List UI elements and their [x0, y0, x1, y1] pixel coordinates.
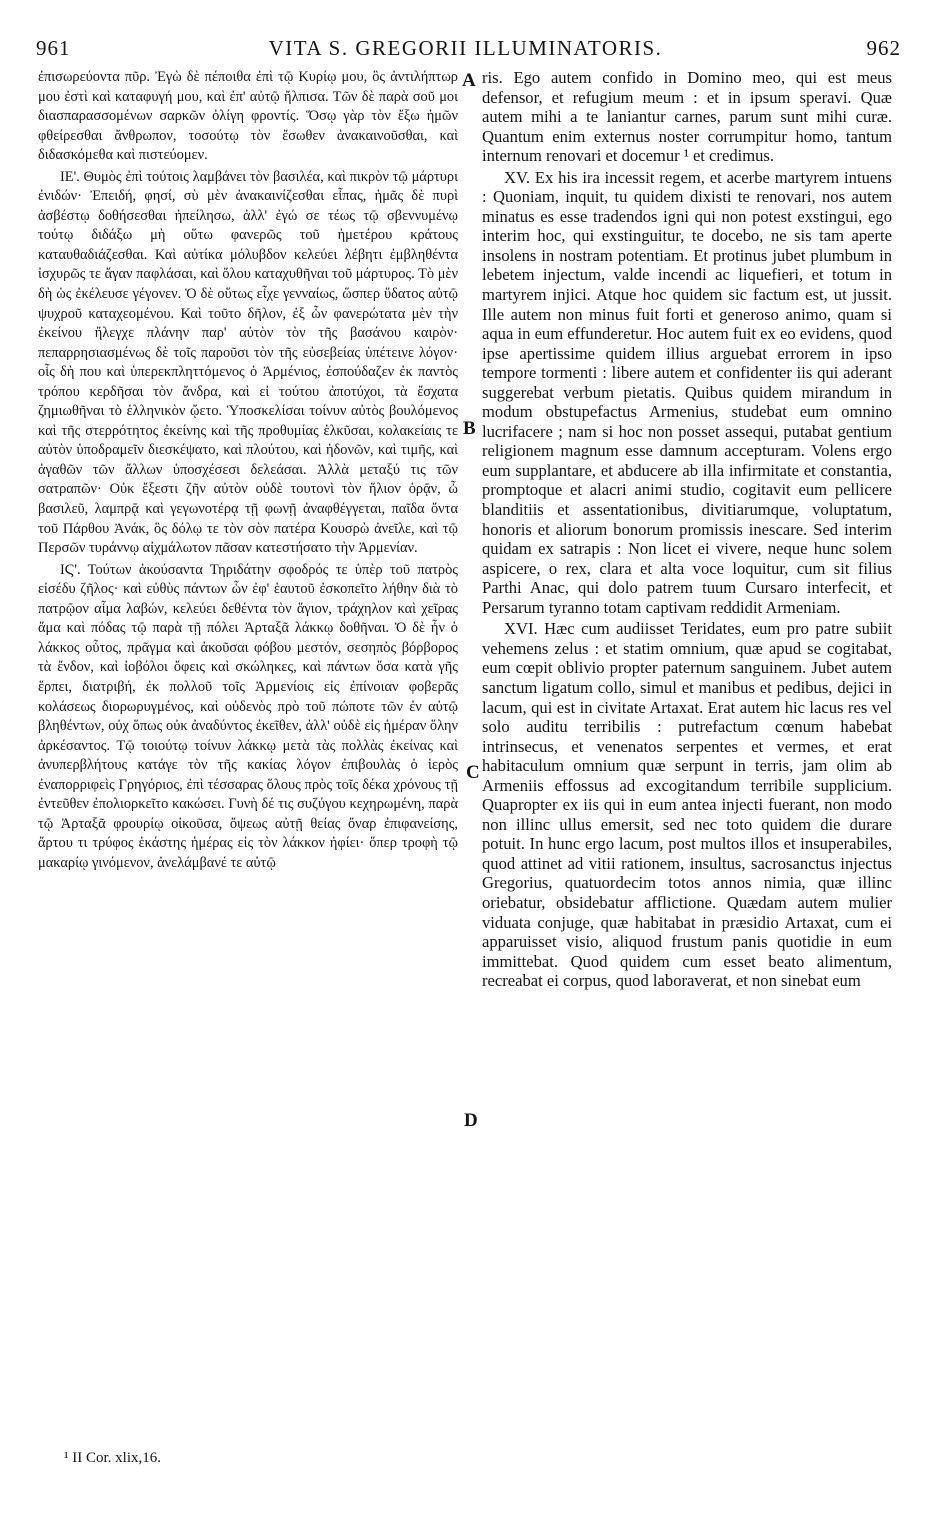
greek-column	[38, 68, 458, 873]
page-number-right: 962	[866, 36, 901, 60]
margin-mark-a: A	[462, 70, 476, 91]
margin-mark-c: C	[466, 762, 480, 783]
latin-paragraph-continuation: ris. Ego autem confido in Domino meo, qui est meus defensor, et refugium meum : et in ipsum speravi. Quæ autem mihi a te laniantur carnes, parum sunt mihi curæ. Quantum enim externus noster corrumpitur homo, tantum internum renovari et docemur ¹ et credimus.	[482, 68, 892, 166]
latin-column	[482, 68, 892, 991]
page-number-left: 961	[36, 36, 71, 60]
greek-paragraph-continuation: ἐπισωρεύοντα πῦρ. Ἐγὼ δὲ πέποιθα ἐπὶ τῷ Κυρίῳ μου, ὃς ἀντιλήπτωρ μου ἐστὶ καὶ καταφυγή μου, καὶ ἐπ' αὐτῷ ἤλπισα. Τῶν δὲ παρὰ σοῦ μοι διασπαρασσομένων σαρκῶν ὀλίγη φροντίς. Ὅσῳ γὰρ τὸν ἔξω ἡμῶν φθείρεσθαι ἄνθρωπον, τοσούτῳ τὸν ἔσωθεν ἀνακαινοῦσθαι, καὶ διδασκόμεθα καὶ πιστεύομεν.	[38, 69, 458, 164]
greek-section-16: ΙϚ'. Τούτων ἀκούσαντα Τηριδάτην σφοδρός τε ὑπὲρ τοῦ πατρὸς εἰσέδυ ζῆλος· καὶ εὐθὺς πάντων ὧν ἐφ' ἑαυτοῦ ἐσκοπεῖτο λήθην διὰ τὸ πατρῷον αἷμα λαβών, κελεύει δεθέντα τὸν ἅγιον, τράχηλον καὶ χεῖρας ἅμα καὶ πόδας τῷ παρὰ τῇ πόλει Ἀρταξᾶ λάκκῳ δοθῆναι. Ὁ δὲ ἦν ὁ λάκκος οὗτος, πρᾶγμα καὶ ἀκοῦσαι φόβου μεστόν, σεσηπὸς βόρβορος τὰ ἔνδον, καὶ ἰοβόλοι ὄφεις καὶ σκώληκες, καὶ πάντων ὅσα κατὰ γῆς ἕρπει, διατριβή, ἐκ πολλοῦ τοῖς Ἀρμενίοις εἰς ἐπίνοιαν φοβερᾶς κολάσεως διορωρυγμένος, καὶ οὐδενὸς πρὸ τοῦ πώποτε τῶν ἐν αὐτῷ βληθέντων, οὐχ ὅπως οὐκ ἀναδύντος ἐκεῖθεν, ἀλλ' οὐδὲ εἰς ἡμέραν ὅλην ἀρκέσαντος. Τῷ τοιούτῳ τοίνυν λάκκῳ μετὰ τὰς πολλὰς ἐκείνας καὶ ἀνυπερβλήτους κατάγε τὸν τῆς κακίας λόγον ἐπιβουλὰς ὁ ἱερὸς ἐναπορριφεὶς Γρηγόριος, ἐπὶ τέσσαρας ὅλους πρὸς τοῖς δέκα χρόνους τῇ ἐντεῦθεν ἐπολιορκεῖτο κακώσει. Γυνὴ δέ τις συζύγου κεχηρωμένη, παρὰ τῷ Ἀρταξᾶ φρουρίῳ οἰκοῦσα, ὄψεως αὐτῇ θείας ὄναρ ἐπιφανείσης, ἄρτου τι τρύφος ἑκάστης ἡμέρας εἰς τὸν λάκκον ἠφίει· ὅπερ τροφὴ τῷ μακαρίῳ γινόμενον, ἀνελάμβανέ τε αὐτῷ	[38, 561, 458, 871]
latin-section-15: XV. Ex his ira incessit regem, et acerbe martyrem intuens : Quoniam, inquit, tu quidem dixisti te renovari, nos autem minatus es esse tradendos igni qui non potest exstingui, ego interim hoc, qui exstinguitur, te docebo, ne sis tam aperte insolens in nostram potentiam. Et protinus jubet plumbum in lebetem injectum, valde incendi ac liquefieri, et totum in martyrem injici. Atque hoc quidem sic factum est, ut jussit. Ille autem non minus fuit forti et generoso animo, quam si aqua in eum effunderetur. Hoc autem fuit ex eo evidens, quod ipse apertissime quidem illius arguebat errorem in ipso tempore tormenti : libere autem et confidenter iis qui aderant suggerebat verbum pietatis. Quibus quidem mirandum in modum obstupefactus Armenius, studebat eum omnino lucrifacere ; nam si hoc non posset assequi, putabat gentium religionem magnum esse damnum accepturam. Volens ergo eum supplantare, et abducere ab illa infirmitate et constantia, promptoque et alacri animi studio, cogitavit eum pellicere blanditiis et assentationibus, divitiarumque, voluptatum, honoris et aliorum bonorum promissis inescare. Sed interim quidam ex satrapis : Non licet ei vivere, neque hunc solem aspicere, o rex, clara et alta voce loquitur, cum sit filius Parthi Anac, qui dolo patrem tuum Cursaro interfecit, et Persarum tyranno totam captivam reddidit Armeniam.	[482, 167, 892, 617]
running-title: VITA S. GREGORII ILLUMINATORIS.	[268, 36, 663, 60]
footnote: ¹ II Cor. xlix,16.	[64, 1450, 161, 1466]
margin-mark-d: D	[464, 1110, 478, 1131]
greek-section-15: ΙΕ'. Θυμὸς ἐπὶ τούτοις λαμβάνει τὸν βασιλέα, καὶ πικρὸν τῷ μάρτυρι ἐνιδών· Ἐπειδή, φησί, σὺ μὲν ἀνακαινίζεσθαι εἶπας, ἡμᾶς δὲ πυρὶ ἀσβέστῳ δοθήσεσθαι ἠπείλησω, ἀλλ' ἐγώ σε τέως τῷ σβεννυμένῳ τούτῳ διδάξω μὴ οὕτω φανερῶς τοῦ ἡμετέρου κράτους καταυθαδιάζεσθαι. Καὶ αὐτίκα μόλυβδον κελεύει λέβητι ἐμβληθέντα ἰσχυρῶς τε ἄγαν παφλάσαι, καὶ ὅλου καταχυθῆναι τοῦ μάρτυρος. Τὸ μὲν δὴ ὡς ἐκέλευσε γέγονεν. Ὁ δὲ οὕτως εἶχε γενναίως, ὥσπερ ὕδατος αὐτῷ ψυχροῦ καταχεομένου. Καὶ τοῦτο δῆλον, ἐξ ὧν φανερώτατα μὲν τὴν ἐκείνου ἤλεγχε πλάνην παρ' αὐτὸν τὸν τῆς βασάνου καιρὸν· πεπαρρησιασμένως δὲ τοῖς παροῦσι τὸν τῆς εὐσεβείας ὑπέτεινε λόγον· οἷς δὴ που καὶ ὑπερεκπληττόμενος ὁ Ἀρμένιος, ἐσπούδαζεν ἐκ παντὸς τρόπου κερδῆσαι τὸν ἄνδρα, καὶ εἰ τούτου ἀποτύχοι, τὰ ἔσχατα ζημιωθῆναι τὸ ἑλληνικὸν ᾤετο. Ὑποσκελίσαι τοίνυν αὐτὸς βουλόμενος καὶ τῆς στερρότητος ἐκείνης καὶ τῆς προθυμίας ἑλκῦσαι, κολακείαις τε αὐτὸν ὑποδραμεῖν διεσκέψατο, καὶ πλούτου, καὶ ἡδονῶν, καὶ τιμῆς, καὶ ἀγαθῶν τῶν ἄλλων ὑποσχέσεσι δελεάσαι. Ἀλλὰ μεταξύ τις τῶν σατραπῶν· Οὐκ ἔξεστι ζῆν αὐτὸν οὐδὲ τουτονὶ τὸν ἥλιον ὁρᾷν, ὦ βασιλεῦ, λαμπρᾷ καὶ γεγωνοτέρᾳ τῇ φωνῇ ἀναφθέγγεται, παῖδα ὄντα τοῦ Πάρθου Ἀνάκ, ὃς δόλῳ τε τὸν σὸν πατέρα Κουσρὼ ἀνεῖλε, καὶ τῷ Περσῶν τυράννῳ αἰχμάλωτον πᾶσαν κατεστήσατο τὴν Ἀρμενίαν.	[38, 168, 458, 557]
margin-mark-b: B	[463, 418, 476, 439]
latin-section-16: XVI. Hæc cum audiisset Teridates, eum pro patre subiit vehemens zelus : et statim omnium, quæ apud se cogitabat, eum cœpit oblivio propter paternum sanguinem. Jubet autem sanctum ligatum collo, simul et manibus et pedibus, dejici in lacum, qui est in civitate Artaxat. Erat autem hic lacus res vel solo auditu terribilis : putrefactum cœnum habebat intrinsecus, et venenatos serpentes et vermes, et erat habitaculum omnium quæ serpunt in terris, jam olim ab Armeniis effossus ad excogitandum terribile supplicium. Quapropter ex iis qui in eum antea injecti fuerant, non modo non illinc ullus emersit, sed nec toto quidem die durare potuit. In hunc ergo lacum, post multos illos et insuperabiles, quod attinet ad vitii rationem, insultus, sacrosanctus injectus Gregorius, quatuordecim totos annos nimia, quæ illinc oriebatur, obsidebatur afflictione. Quædam autem mulier viduata conjuge, quæ habitabat in præsidio Artaxat, cum ei apparuisset visio, aliquod frustum panis quotidie in eum immittebat. Quod quidem cum esset beato alimentum, recreabat ei corpus, quod laboraverat, et non sinebat eum	[482, 619, 892, 991]
